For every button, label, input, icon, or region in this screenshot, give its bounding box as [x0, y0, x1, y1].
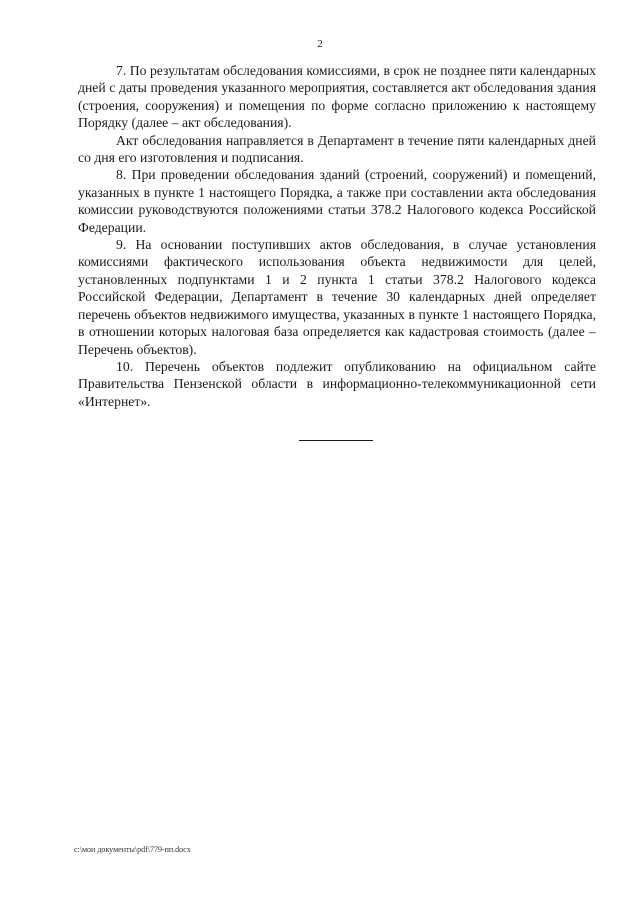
closing-rule: [299, 440, 373, 441]
paragraph-9: 9. На основании поступивших актов обследования, в случае установления комиссиями фактического использования объекта недвижимости для целей, установленных подпунктами 1 и 2 пункта 1 статьи 378.2 Налогового кодекса Российской Федерации, Департамент в течение 30 календарных дней определяет перечень объектов недвижимого имущества, указанных в пункте 1 настоящего Порядка, в отношении которых налоговая база определяется как кадастровая стоимость (далее – Перечень объектов).: [78, 237, 596, 357]
footer-file-path: c:\мои документы\pdf\779-пп.docx: [74, 845, 191, 854]
paragraph-7: 7. По результатам обследования комиссиями, в срок не позднее пяти календарных дней с даты проведения указанного мероприятия, составляется акт обследования здания (строения, сооружения) и помещения по форме согласно приложению к настоящему Порядку (далее – акт обследования).: [78, 63, 596, 131]
paragraph-8: 8. При проведении обследования зданий (строений, сооружений) и помещений, указанных в пункте 1 настоящего Порядка, а также при составлении акта обследования комиссии руководствуются положениями статьи 378.2 Налогового кодекса Российской Федерации.: [78, 167, 596, 235]
paragraph-10: 10. Перечень объектов подлежит опубликованию на официальном сайте Правительства Пензенской области в информационно-телекоммуникационной сети «Интернет».: [78, 358, 596, 409]
document-body: [78, 62, 596, 410]
paragraph-7-act: Акт обследования направляется в Департамент в течение пяти календарных дней со дня его изготовления и подписания.: [78, 132, 596, 166]
page-number: 2: [317, 38, 323, 50]
